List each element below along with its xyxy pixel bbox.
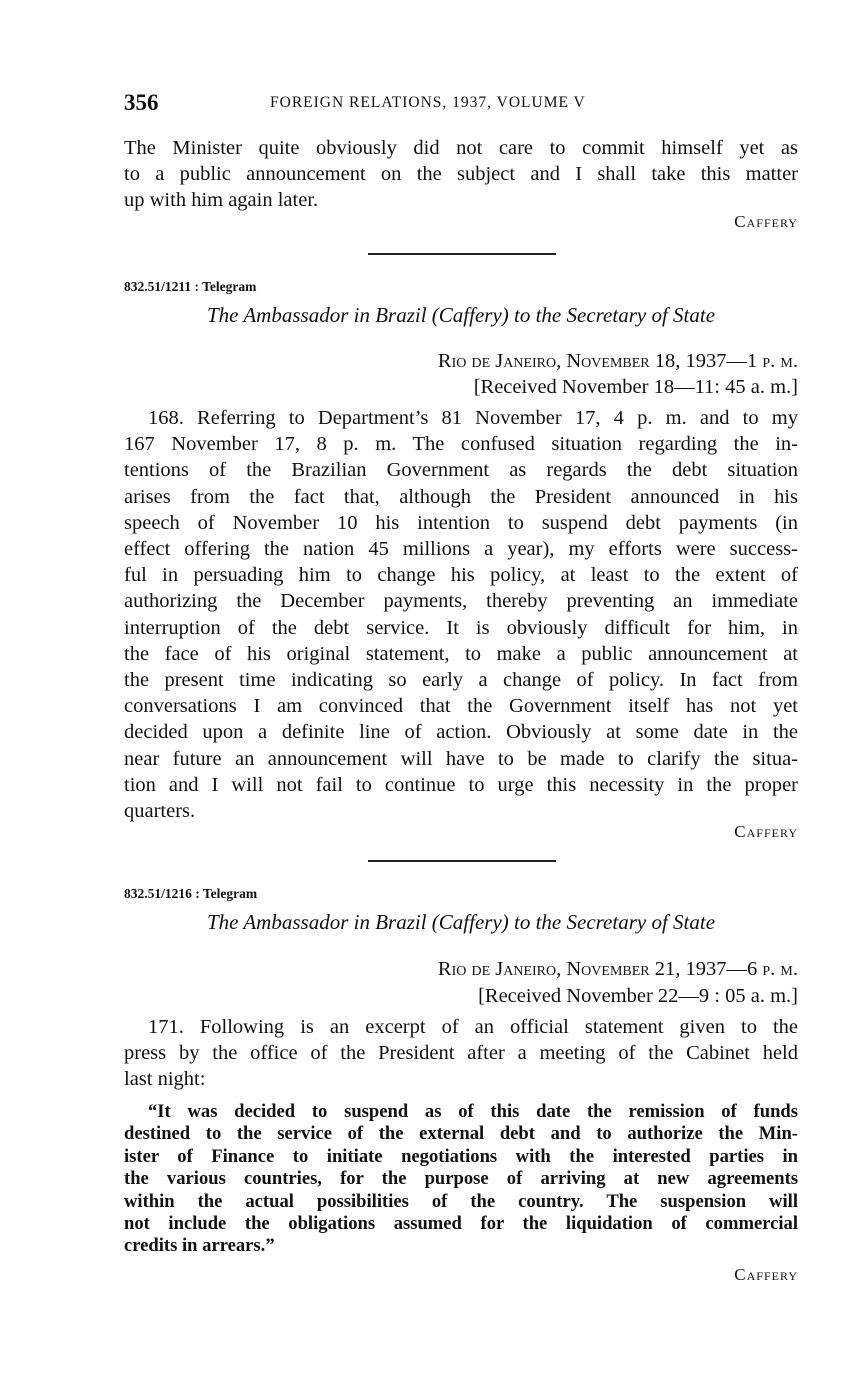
text-line: tion and I will not fail to continue to urge this necessity in the proper: [124, 773, 798, 796]
text-line: speech of November 10 his intention to suspend debt payments (in: [124, 511, 798, 534]
text-line: near future an announcement will have to be made to clarify the situa-: [124, 747, 798, 770]
quote-line: ister of Finance to initiate negotiations with the interested parties in: [124, 1145, 798, 1167]
quote-line: destined to the service of the external debt and to authorize the Min-: [124, 1123, 798, 1145]
signature: Caffery: [734, 1265, 798, 1284]
text-line: ful in persuading him to change his policy, at least to the extent of: [124, 564, 798, 587]
quote-line: the various countries, for the purpose of arriving at new agreements: [124, 1168, 798, 1190]
text-line: tentions of the Brazilian Government as regards the debt situation: [124, 459, 798, 482]
text-line: last night:: [124, 1068, 206, 1091]
received-note: [Received November 22—9 : 05 a. m.]: [478, 985, 798, 1007]
file-number: 832.51/1211 : Telegram: [124, 279, 257, 294]
dateline: [438, 958, 798, 981]
section-divider: [368, 253, 556, 255]
section-divider: [368, 860, 556, 862]
running-head-title: FOREIGN RELATIONS, 1937, VOLUME V: [270, 94, 586, 111]
running-head: [124, 90, 804, 120]
dateline-text: Rio de Janeiro, November 18, 1937—1 p. m.: [437, 350, 798, 372]
text-line: quarters.: [124, 800, 196, 823]
quote-line: not include the obligations assumed for the liquidation of commercial: [124, 1213, 798, 1235]
signature: Caffery: [734, 212, 798, 231]
text-line: interruption of the debt service. It is obviously difficult for him, in: [124, 616, 798, 639]
quote-line: within the actual possibilities of the country. The suspension will: [124, 1190, 798, 1212]
received-note: [Received November 18—11: 45 a. m.]: [473, 376, 798, 398]
text-line: 171. Following is an excerpt of an official statement given to the: [148, 1016, 798, 1038]
text-line: 168. Referring to Department’s 81 November 17, 4 p. m. and to my: [148, 407, 798, 429]
text-line: The Minister quite obviously did not care to commit himself yet as: [124, 137, 798, 159]
text-line: arises from the fact that, although the President announced in his: [124, 485, 798, 508]
document-title: The Ambassador in Brazil (Caffery) to the Secretary of State: [206, 910, 716, 934]
file-number: 832.51/1216 : Telegram: [124, 886, 258, 901]
text-line: authorizing the December payments, thereby preventing an immediate: [124, 590, 798, 613]
quote-line: credits in arrears.”: [124, 1235, 275, 1257]
text-line: the face of his original statement, to make a public announcement at: [124, 642, 798, 665]
quoted-statement: [124, 1101, 798, 1258]
page-number: 356: [124, 90, 159, 115]
text-line: up with him again later.: [124, 189, 319, 212]
intro-paragraph: [124, 135, 798, 214]
text-line: decided upon a definite line of action. Obviously at some date in the: [124, 721, 798, 744]
text-line: the present time indicating so early a change of policy. In fact from: [124, 669, 798, 692]
dateline: [438, 350, 798, 373]
text-line: 167 November 17, 8 p. m. The confused situation regarding the in-: [124, 433, 798, 456]
document-title: The Ambassador in Brazil (Caffery) to the Secretary of State: [206, 303, 716, 327]
text-line: press by the office of the President after a meeting of the Cabinet held: [124, 1042, 798, 1065]
dateline-text: Rio de Janeiro, November 21, 1937—6 p. m.: [437, 958, 798, 980]
telegram-body: [124, 1014, 798, 1093]
text-line: effect offering the nation 45 millions a year), my efforts were success-: [124, 538, 798, 561]
text-line: to a public announcement on the subject and I shall take this matter: [124, 163, 798, 186]
signature: Caffery: [734, 822, 798, 841]
text-line: conversations I am convinced that the Government itself has not yet: [124, 695, 798, 718]
telegram-body: [124, 405, 798, 824]
quote-line: “It was decided to suspend as of this date the remission of funds: [148, 1101, 798, 1122]
